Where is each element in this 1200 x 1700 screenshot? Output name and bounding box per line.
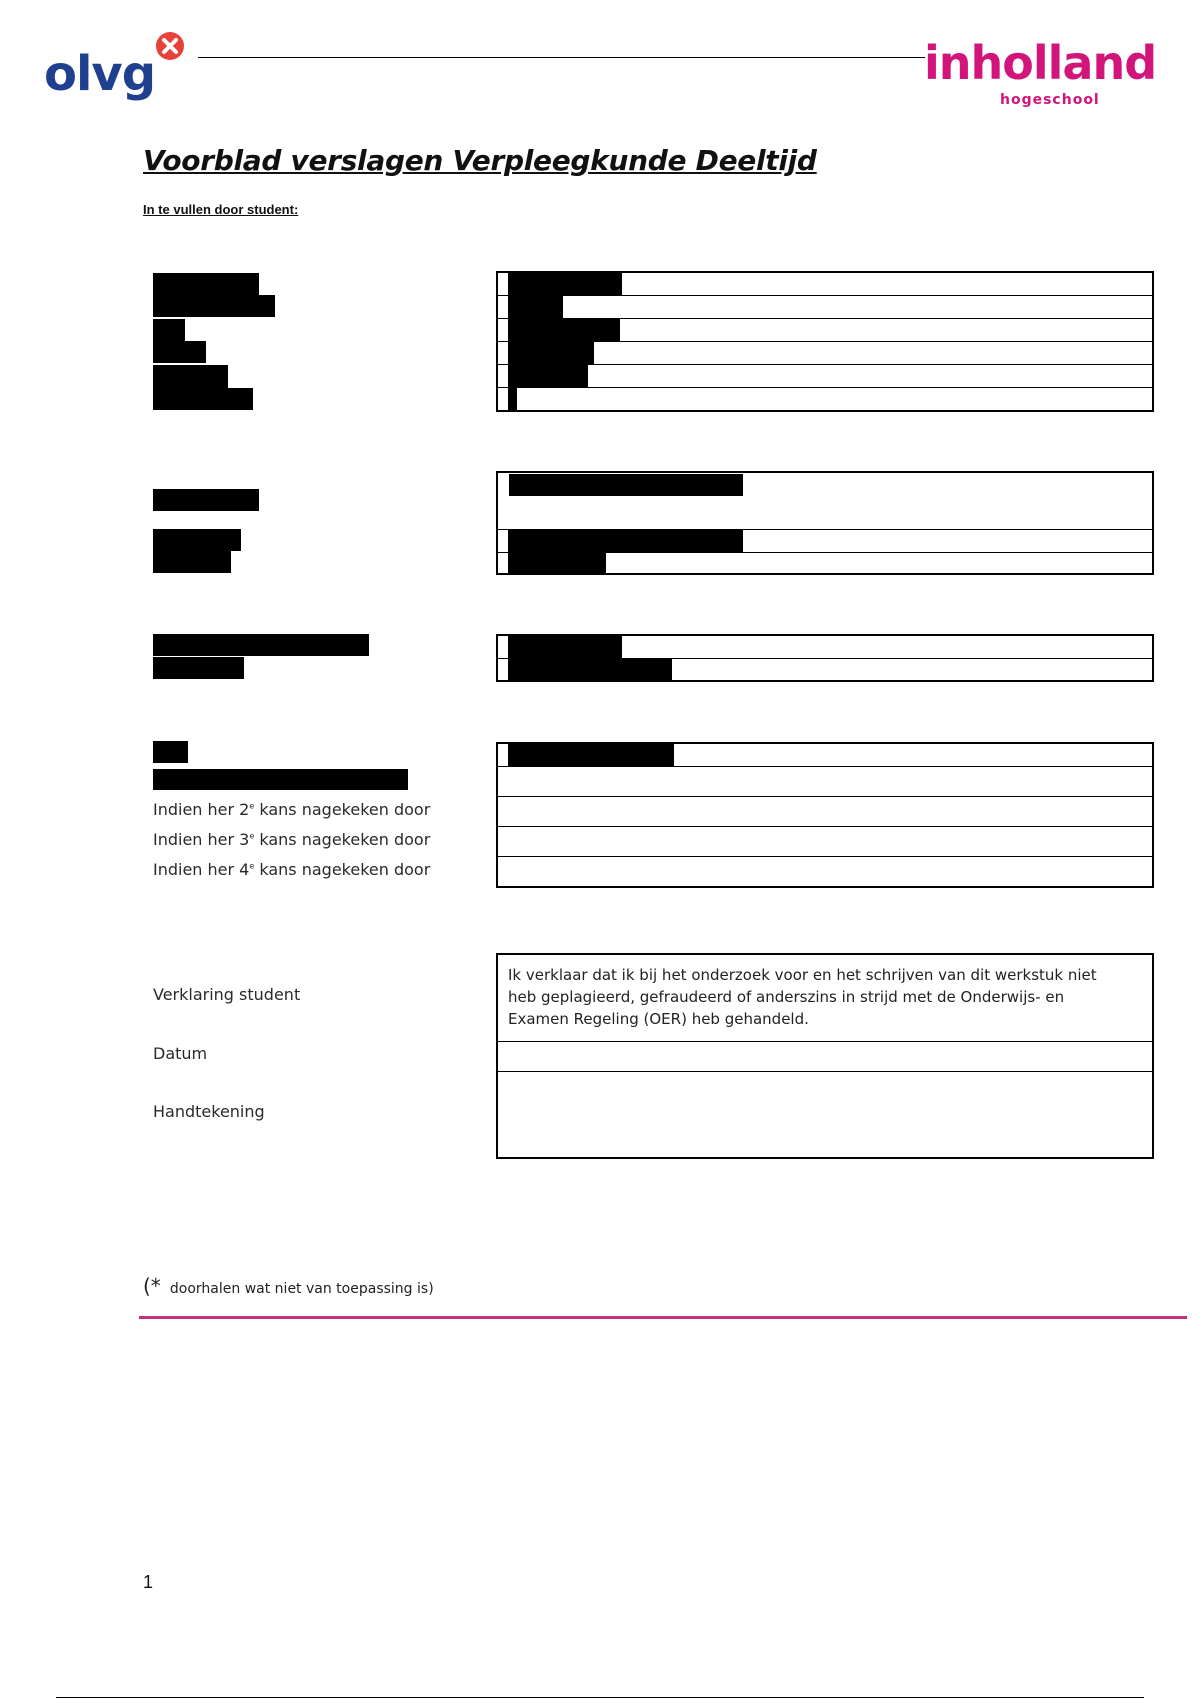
header-rule — [198, 57, 925, 58]
student-info-box — [496, 271, 1154, 412]
footnote-mark: (* — [143, 1274, 161, 1298]
signature-label: Handtekening — [153, 1102, 265, 1121]
declaration-label: Verklaring student — [153, 985, 301, 1004]
course-info-box — [496, 471, 1154, 575]
olvg-cross-icon — [154, 30, 186, 62]
declaration-box — [496, 953, 1154, 1159]
page-subtitle: In te vullen door student: — [143, 202, 299, 217]
olvg-logo-text: olvg — [44, 46, 156, 102]
reviewer-field-4[interactable] — [498, 858, 1152, 886]
assignment-box — [496, 634, 1154, 682]
footer-divider — [139, 1316, 1187, 1319]
footnote — [143, 1274, 434, 1298]
page-number: 1 — [143, 1572, 154, 1592]
date-label: Datum — [153, 1044, 208, 1063]
reviewer-field-3[interactable] — [498, 828, 1152, 856]
signature-field[interactable] — [498, 1073, 1152, 1157]
olvg-logo — [40, 38, 190, 118]
reviewer-label-3: Indien her 3e kans nagekeken door — [153, 830, 431, 849]
declaration-text: Ik verklaar dat ik bij het onderzoek voor en het schrijven van dit werkstuk niet heb geplagieerd, gefraudeerd of anderszins in strijd met de Onderwijs- en Examen Regeling (OER) heb gehandeld. — [508, 966, 1097, 1028]
bottom-rule — [56, 1697, 1144, 1698]
footnote-text: doorhalen wat niet van toepassing is) — [169, 1281, 434, 1297]
reviewer-box — [496, 742, 1154, 888]
page-title: Voorblad verslagen Verpleegkunde Deeltijd — [143, 144, 817, 177]
reviewer-label-4: Indien her 4e kans nagekeken door — [153, 860, 431, 879]
reviewer-field-2[interactable] — [498, 798, 1152, 826]
date-field[interactable] — [498, 1043, 1152, 1071]
inholland-logo-subtext: hogeschool — [1000, 92, 1100, 108]
reviewer-label-2: Indien her 2e kans nagekeken door — [153, 800, 431, 819]
inholland-logo-text: inholland — [924, 36, 1157, 90]
inholland-logo — [922, 34, 1162, 114]
